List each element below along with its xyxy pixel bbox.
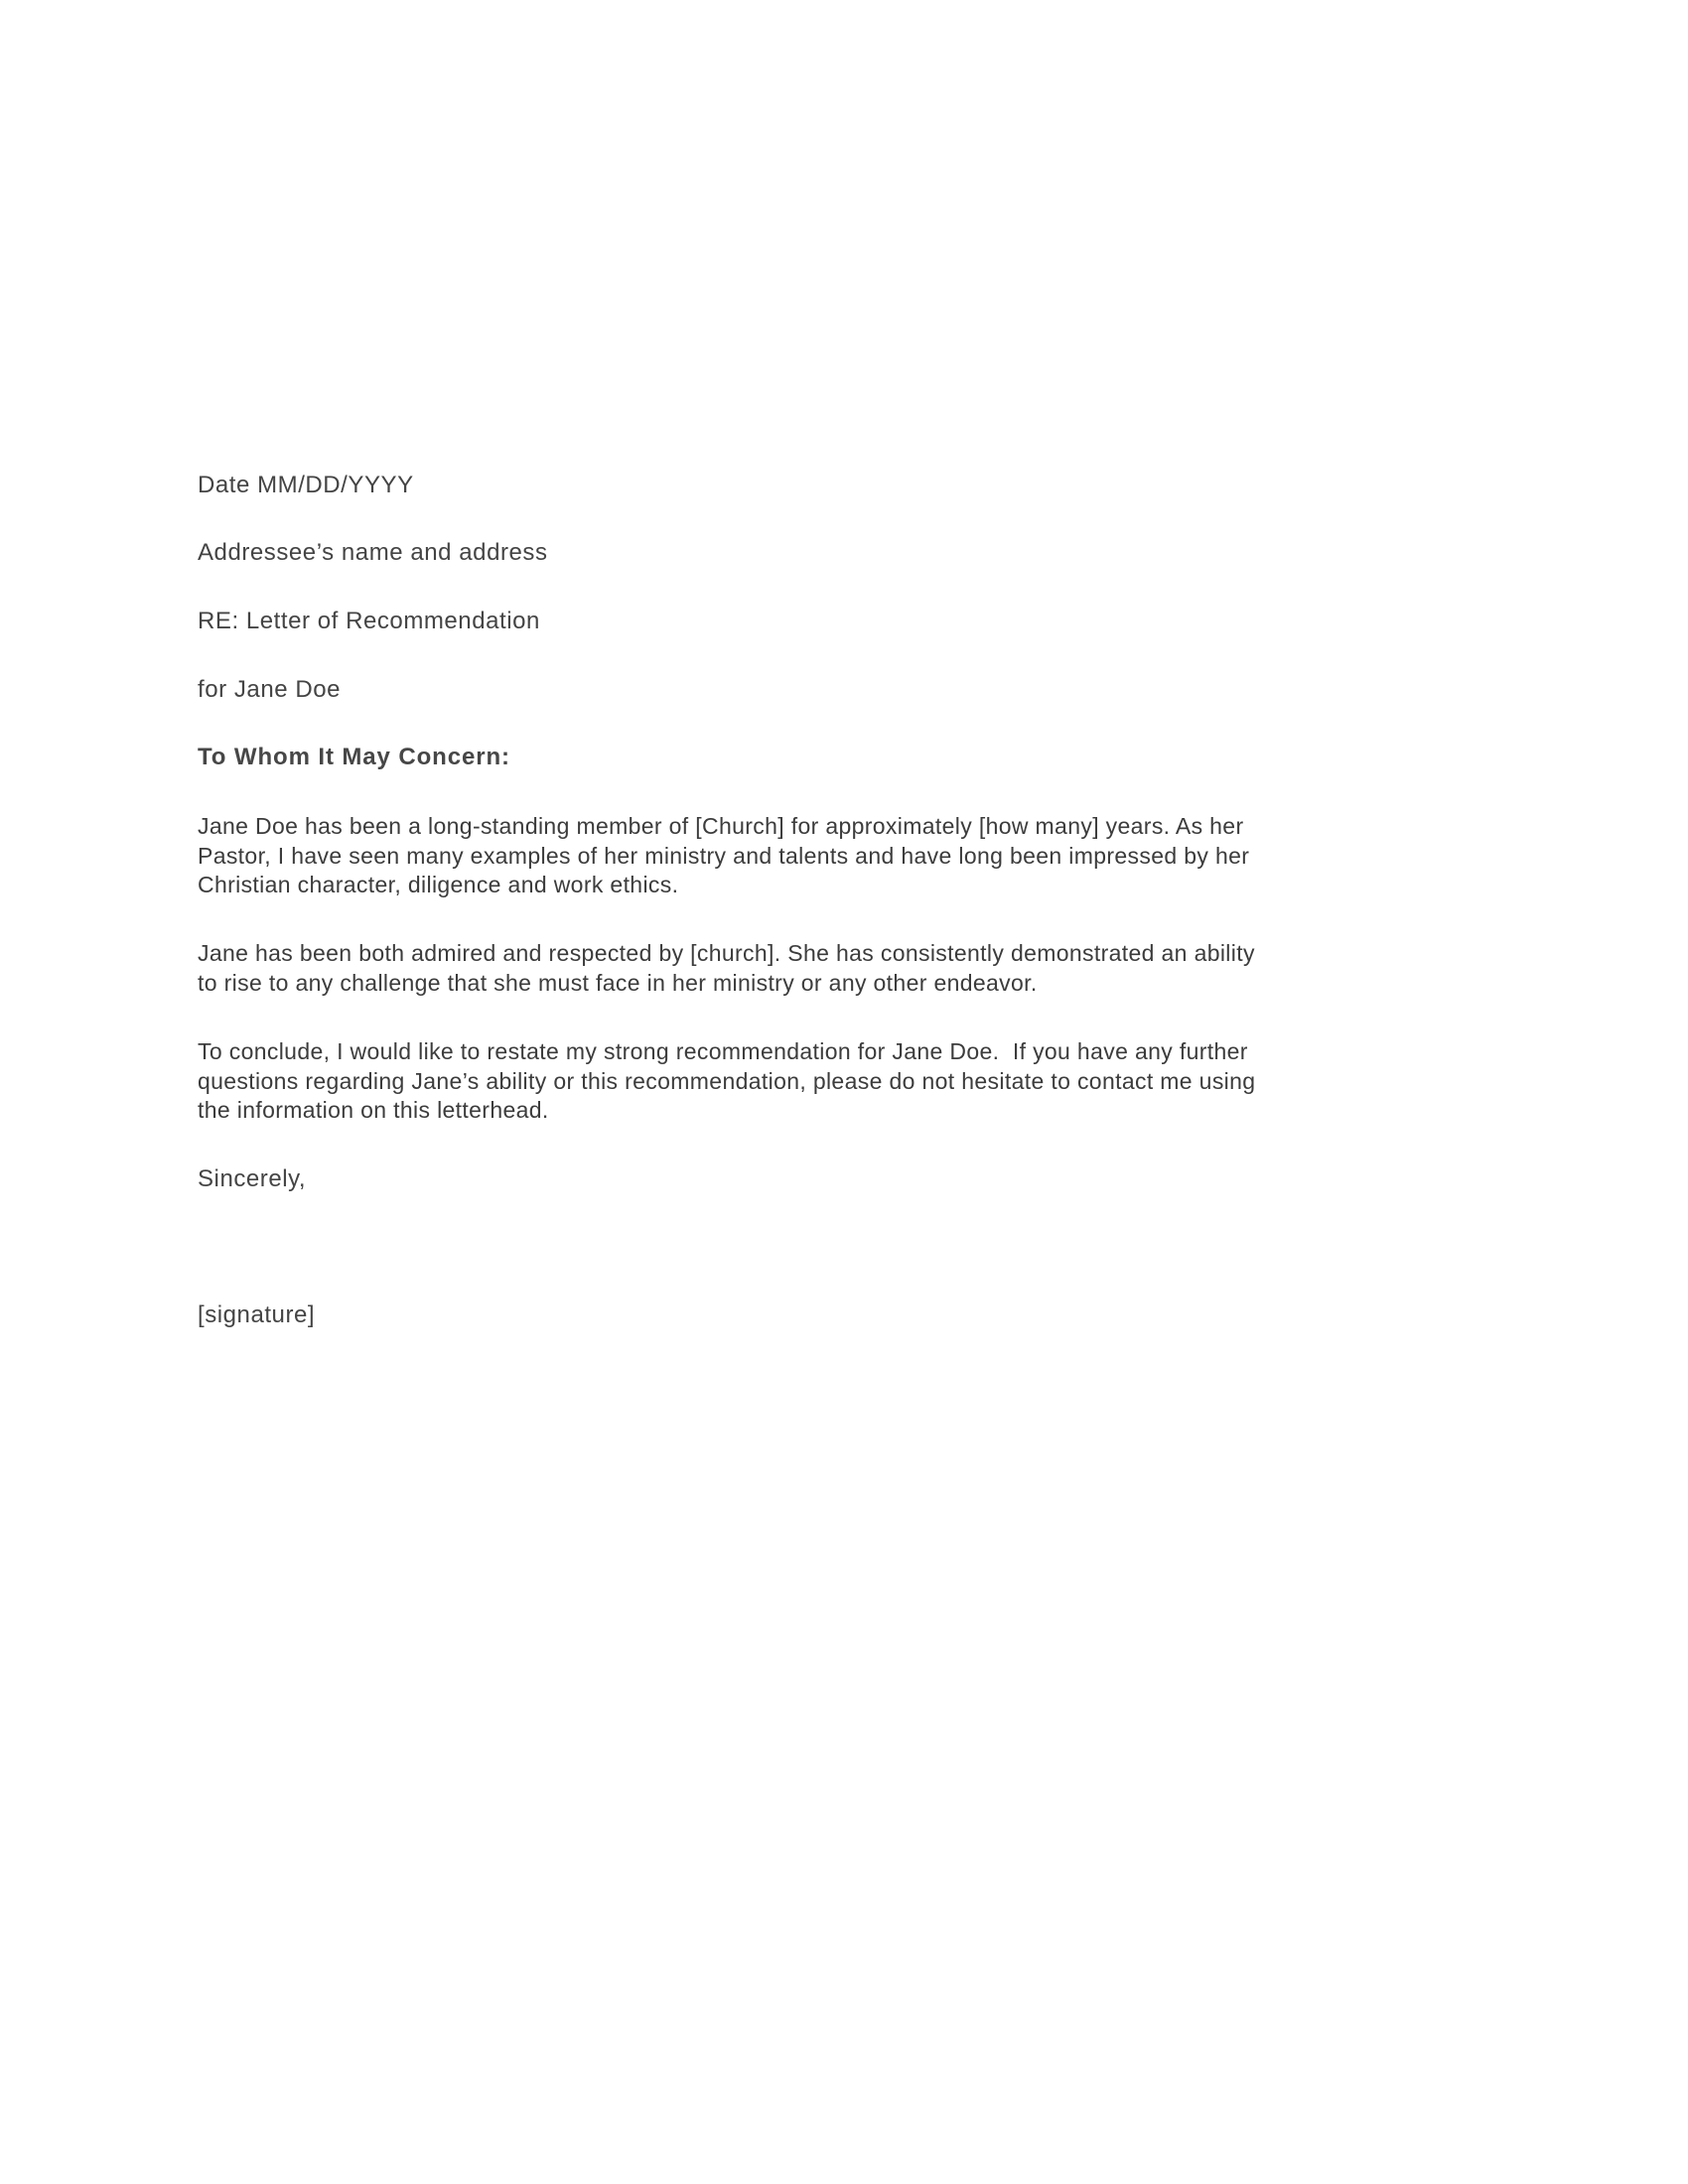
- paragraph-line: questions regarding Jane’s ability or this recommendation, please do not hesitate to contact me using: [198, 1067, 1256, 1094]
- signature-placeholder: [signature]: [198, 1301, 316, 1328]
- paragraph-1: [198, 812, 1478, 900]
- paragraph-line: Jane Doe has been a long-standing member of [Church] for approximately [how many] years. As her: [198, 813, 1244, 839]
- closing: Sincerely,: [198, 1165, 307, 1192]
- paragraph-line: Pastor, I have seen many examples of her ministry and talents and have long been impressed by her: [198, 842, 1250, 869]
- paragraph-3: [198, 1037, 1478, 1126]
- subject-for-line: for Jane Doe: [198, 676, 342, 703]
- paragraph-line: To conclude, I would like to restate my strong recommendation for Jane Doe. If you have any further: [198, 1038, 1248, 1064]
- subject-line: RE: Letter of Recommendation: [198, 608, 540, 634]
- salutation: To Whom It May Concern:: [198, 744, 510, 770]
- paragraph-line: Christian character, diligence and work ethics.: [198, 872, 679, 897]
- paragraph-line: Jane has been both admired and respected by [church]. She has consistently demonstrated an ability: [198, 940, 1255, 966]
- paragraph-line: to rise to any challenge that she must face in her ministry or any other endeavor.: [198, 969, 1038, 996]
- paragraph-line: the information on this letterhead.: [198, 1097, 549, 1123]
- paragraph-2: [198, 939, 1478, 998]
- date-line: Date MM/DD/YYYY: [198, 472, 414, 498]
- addressee-line: Addressee’s name and address: [198, 539, 548, 566]
